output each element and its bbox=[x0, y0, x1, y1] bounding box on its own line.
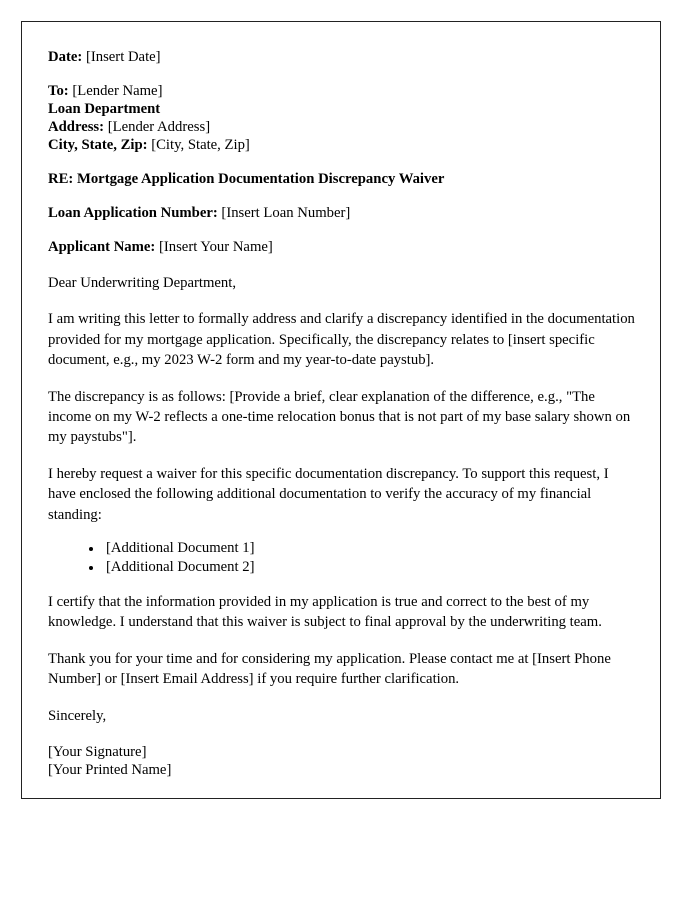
recipient-block bbox=[48, 82, 638, 154]
salutation: Dear Underwriting Department, bbox=[48, 275, 237, 291]
signature-block bbox=[48, 743, 638, 779]
loan-application-number-line bbox=[48, 204, 638, 222]
body-paragraph-5: Thank you for your time and for considering my application. Please contact me at [Insert Phone Number] or [Insert Email Address] if you require further clarification. bbox=[48, 650, 611, 688]
date-line bbox=[48, 48, 638, 66]
subject-line: RE: Mortgage Application Documentation Discrepancy Waiver bbox=[48, 171, 445, 187]
recipient-department bbox=[48, 100, 638, 118]
list-item: [Additional Document 2] bbox=[89, 558, 638, 577]
letter-content bbox=[48, 48, 638, 779]
enclosure-list bbox=[48, 539, 638, 576]
recipient-department-label: Loan Department bbox=[48, 101, 161, 117]
loan-application-number-label: Loan Application Number: bbox=[48, 205, 218, 221]
applicant-name-value: [Insert Your Name] bbox=[158, 239, 273, 255]
recipient-address-value: [Lender Address] bbox=[107, 119, 211, 135]
body-paragraph-2: The discrepancy is as follows: [Provide a brief, clear explanation of the difference, e.g., "The income on my W-2 reflects a one-time relocation bonus that is not part of my base salary shown on my paystubs"]. bbox=[48, 388, 631, 446]
printed-name-placeholder: [Your Printed Name] bbox=[48, 762, 172, 779]
signature-placeholder: [Your Signature] bbox=[48, 744, 147, 761]
recipient-city-state-zip-value: [City, State, Zip] bbox=[151, 137, 250, 153]
applicant-name-label: Applicant Name: bbox=[48, 239, 156, 255]
date-label: Date: bbox=[48, 49, 83, 65]
recipient-address-label: Address: bbox=[48, 119, 105, 135]
body-paragraph-4: I certify that the information provided in my application is true and correct to the best of my knowledge. I understand that this waiver is subject to final approval by the underwriting team. bbox=[48, 594, 602, 631]
recipient-to-value: [Lender Name] bbox=[72, 83, 163, 99]
applicant-name-line bbox=[48, 238, 638, 256]
recipient-city-state-zip-label: City, State, Zip: bbox=[48, 137, 148, 153]
body-paragraph-3: I hereby request a waiver for this specific documentation discrepancy. To support this request, I have enclosed the following additional documentation to verify the accuracy of my financial standing: bbox=[48, 465, 609, 523]
recipient-to-line bbox=[48, 82, 638, 100]
body-paragraph-1: I am writing this letter to formally address and clarify a discrepancy identified in the documentation provided for my mortgage application. Specifically, the discrepancy relates to [insert specific document, e.g., my 2023 W-2 form and my year-to-date paystub]. bbox=[48, 311, 635, 369]
valediction: Sincerely, bbox=[48, 707, 107, 724]
letter-page bbox=[21, 21, 661, 799]
list-item: [Additional Document 1] bbox=[89, 539, 638, 558]
date-value: [Insert Date] bbox=[85, 49, 161, 65]
recipient-address-line bbox=[48, 118, 638, 136]
recipient-city-state-zip-line bbox=[48, 136, 638, 154]
recipient-to-label: To: bbox=[48, 83, 69, 99]
loan-application-number-value: [Insert Loan Number] bbox=[221, 205, 351, 221]
